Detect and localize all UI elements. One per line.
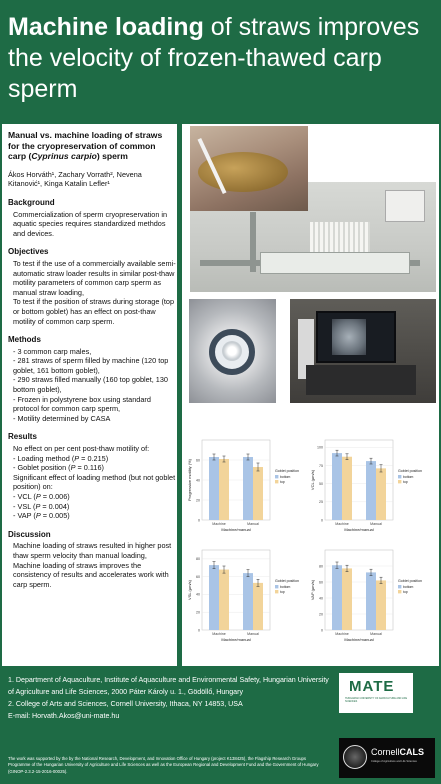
section-heading: Background [8, 197, 55, 207]
y-axis-label: VCL (µm/s) [310, 469, 315, 491]
carp-sperm-collection-photo [190, 126, 308, 211]
result-vsl [8, 502, 176, 512]
bar [209, 565, 219, 630]
bar [209, 457, 219, 520]
section-objectives [8, 247, 176, 326]
chart-svg [186, 436, 311, 538]
x-tick-label: Manual [370, 632, 382, 636]
legend-title: Goblet position [275, 469, 299, 473]
p-symbol: P [35, 501, 41, 511]
chart-vsl [186, 546, 311, 648]
cals-word: CALS [399, 747, 425, 757]
result-label: - VAP ( [13, 511, 36, 521]
section-text: To test if the use of a commercially available semi-automatic straw loader results in similar post-thaw motility parameters of common carp sperm as manual straw loading, [13, 258, 176, 297]
authors: Ákos Horváth¹, Zachary Vorrath², Nevena Kitanović¹, Kinga Katalin Lefler¹ [8, 169, 142, 189]
y-tick-label: 60 [196, 458, 200, 463]
poster-title-bold: Machine loading [8, 13, 204, 41]
legend-title: Goblet position [398, 469, 422, 473]
affiliations [8, 674, 330, 722]
bar [243, 573, 253, 630]
affiliation-1: 1. Department of Aquaculture, Institute of Aquaculture and Environmental Safety, Hungarian University of Agriculture and Life Sciences, 2000 Páter Károly u. 1., Gödöllő, Hungary [8, 676, 329, 696]
legend-swatch [398, 590, 401, 593]
chart-vap [309, 546, 434, 648]
legend-swatch [275, 590, 278, 593]
y-axis-label: VSL (µm/s) [187, 580, 192, 600]
goblet-dewar-photo [189, 299, 276, 403]
y-tick-label: 0 [198, 628, 200, 633]
section-background [8, 198, 176, 238]
legend-label: top [403, 479, 408, 484]
y-tick-label: 80 [196, 557, 200, 562]
mate-logo-word: MATE [349, 678, 395, 695]
y-tick-label: 80 [319, 564, 323, 569]
bar [219, 570, 229, 630]
p-value: = 0.116) [75, 463, 104, 473]
cals-sub: College of Agriculture and Life Sciences [371, 760, 417, 763]
legend-label: top [280, 479, 285, 484]
cornell-seal-icon [343, 745, 367, 769]
paper-title [8, 130, 176, 162]
paper-title-species: Cyprinus carpio [31, 151, 97, 162]
legend-swatch [275, 475, 278, 478]
paper-title-part1: Manual vs. machine loading of straws for the cryopreservation of common carp ( [8, 130, 163, 162]
poster-title-rest: of straws improves the velocity of frozen-thawed carp sperm [8, 13, 420, 103]
y-axis-label: VAP (µm/s) [310, 579, 315, 601]
cornell-cals-word [371, 747, 424, 757]
legend-swatch [398, 585, 401, 588]
poster-header [0, 0, 441, 118]
section-text: Machine loading of straws resulted in higher post thaw sperm velocity than manual loading, [13, 541, 172, 560]
y-tick-label: 20 [196, 498, 200, 503]
bar [332, 453, 342, 520]
y-axis-label: Progressive motility (%) [187, 458, 192, 502]
x-tick-label: Machine [212, 522, 226, 526]
y-tick-label: 20 [319, 612, 323, 617]
y-tick-label: 100 [317, 445, 323, 450]
section-heading: Discussion [8, 529, 51, 539]
bar [253, 467, 263, 520]
column-divider [177, 124, 182, 666]
y-tick-label: 0 [321, 518, 323, 523]
result-vap [8, 511, 176, 521]
bar [376, 580, 386, 630]
y-tick-label: 40 [196, 478, 200, 483]
legend-label: bottom [403, 584, 414, 589]
bar [376, 468, 386, 520]
legend-title: Goblet position [275, 579, 299, 583]
contact-email: E-mail: Horvath.Akos@uni-mate.hu [8, 712, 120, 720]
cornell-cals-logo [339, 738, 435, 778]
list-item: - 290 straws filled manually (160 top goblet, 130 bottom goblet), [13, 375, 168, 395]
x-tick-label: Machine [335, 522, 349, 526]
legend-label: top [403, 589, 408, 594]
legend-title: Goblet position [398, 579, 422, 583]
acknowledgement: The work was supported by the by the National Research, Development, and Innovation Office of Hungary (project K138425), the Flagship Research Groups Programme of the Hungarian University of Agriculture and Life Sciences as well as the European Regional and Development Fund and the Government of Hungary (GINOP-2.3.2-15-2016-00025). [8, 756, 319, 774]
p-value: = 0.005) [40, 511, 70, 521]
bar [366, 572, 376, 630]
p-value: = 0.004) [40, 501, 70, 511]
result-loading-method [8, 454, 176, 464]
content-panel [2, 124, 439, 666]
x-axis-label: Machine/manual [221, 637, 251, 642]
x-tick-label: Manual [370, 522, 382, 526]
y-tick-label: 60 [196, 574, 200, 579]
section-discussion [8, 530, 176, 590]
p-symbol: P [70, 463, 76, 473]
legend-label: top [280, 589, 285, 594]
chart-svg [309, 546, 434, 648]
y-tick-label: 0 [198, 518, 200, 523]
result-label: - VCL ( [13, 492, 36, 501]
y-tick-label: 50 [319, 481, 323, 486]
bar [332, 565, 342, 630]
legend-label: bottom [280, 474, 291, 479]
list-item: - 3 common carp males, [13, 346, 92, 356]
mate-logo [339, 673, 413, 713]
poster-footer [0, 668, 441, 784]
legend-swatch [398, 475, 401, 478]
legend-swatch [275, 480, 278, 483]
p-value: = 0.215) [79, 453, 109, 463]
p-value: = 0.006) [40, 492, 70, 501]
y-tick-label: 20 [196, 610, 200, 615]
legend-swatch [275, 585, 278, 588]
section-heading: Objectives [8, 247, 49, 257]
cornell-word: Cornell [371, 747, 400, 757]
legend-swatch [398, 480, 401, 483]
affiliation-2: 2. College of Arts and Sciences, Cornell University, Ithaca, NY 14853, USA [8, 700, 243, 708]
section-text: Machine loading of straws improves the consistency of results and accelerates work with carp sperm. [13, 560, 169, 589]
result-goblet-position [8, 463, 176, 473]
poster-title [8, 12, 433, 105]
bar [243, 457, 253, 520]
bar [342, 457, 352, 520]
section-methods [8, 335, 176, 423]
bar [219, 459, 229, 520]
list-item: - Motility determined by CASA [13, 413, 111, 423]
p-symbol: P [35, 511, 41, 521]
legend-label: bottom [280, 584, 291, 589]
section-text: Significant effect of loading method (but not goblet position) on: [13, 472, 176, 492]
y-tick-label: 0 [321, 628, 323, 633]
p-symbol: P [74, 453, 80, 463]
chart-svg [309, 436, 434, 538]
section-heading: Methods [8, 335, 41, 345]
x-tick-label: Manual [247, 632, 259, 636]
chart-progressive-motility [186, 436, 311, 538]
list-item: - Frozen in polystyrene box using standard protocol for common carp sperm, [13, 394, 151, 414]
y-tick-label: 40 [196, 592, 200, 597]
casa-laptop-microscope-photo [290, 299, 436, 403]
y-tick-label: 60 [319, 580, 323, 585]
x-tick-label: Machine [335, 632, 349, 636]
result-label: - Goblet position ( [13, 463, 71, 473]
chart-vcl [309, 436, 434, 538]
text-column [8, 130, 176, 589]
x-axis-label: Machine/manual [221, 527, 251, 532]
section-heading: Results [8, 432, 37, 442]
y-tick-label: 25 [319, 500, 323, 505]
bar [366, 461, 376, 520]
bar [253, 583, 263, 630]
x-axis-label: Machine/manual [344, 637, 374, 642]
bar [342, 568, 352, 630]
x-tick-label: Manual [247, 522, 259, 526]
section-text: No effect on per cent post-thaw motility of: [13, 444, 150, 454]
chart-svg [186, 546, 311, 648]
legend-label: bottom [403, 474, 414, 479]
x-tick-label: Machine [212, 632, 226, 636]
section-text: Commercialization of sperm cryopreservation in aquatic species requires standardized methdos and devices. [13, 209, 168, 238]
result-label: - Loading method ( [13, 453, 75, 463]
list-item: - 281 straws of sperm filled by machine (120 top goblet, 161 bottom goblet), [13, 356, 169, 375]
section-text: To test if the position of straws during storage (top or bottom goblet) has an effect on post-thaw motility of common carp sperm. [13, 297, 175, 326]
p-symbol: P [35, 492, 41, 501]
y-tick-label: 75 [319, 463, 323, 468]
x-axis-label: Machine/manual [344, 527, 374, 532]
result-vcl [8, 492, 176, 502]
mate-logo-sub: HUNGARIAN UNIVERSITY OF AGRICULTURE AND LIFE SCIENCES [345, 697, 408, 703]
paper-title-part2: ) sperm [96, 151, 128, 162]
section-results [8, 432, 176, 520]
y-tick-label: 40 [319, 596, 323, 601]
result-label: - VSL ( [13, 501, 36, 511]
